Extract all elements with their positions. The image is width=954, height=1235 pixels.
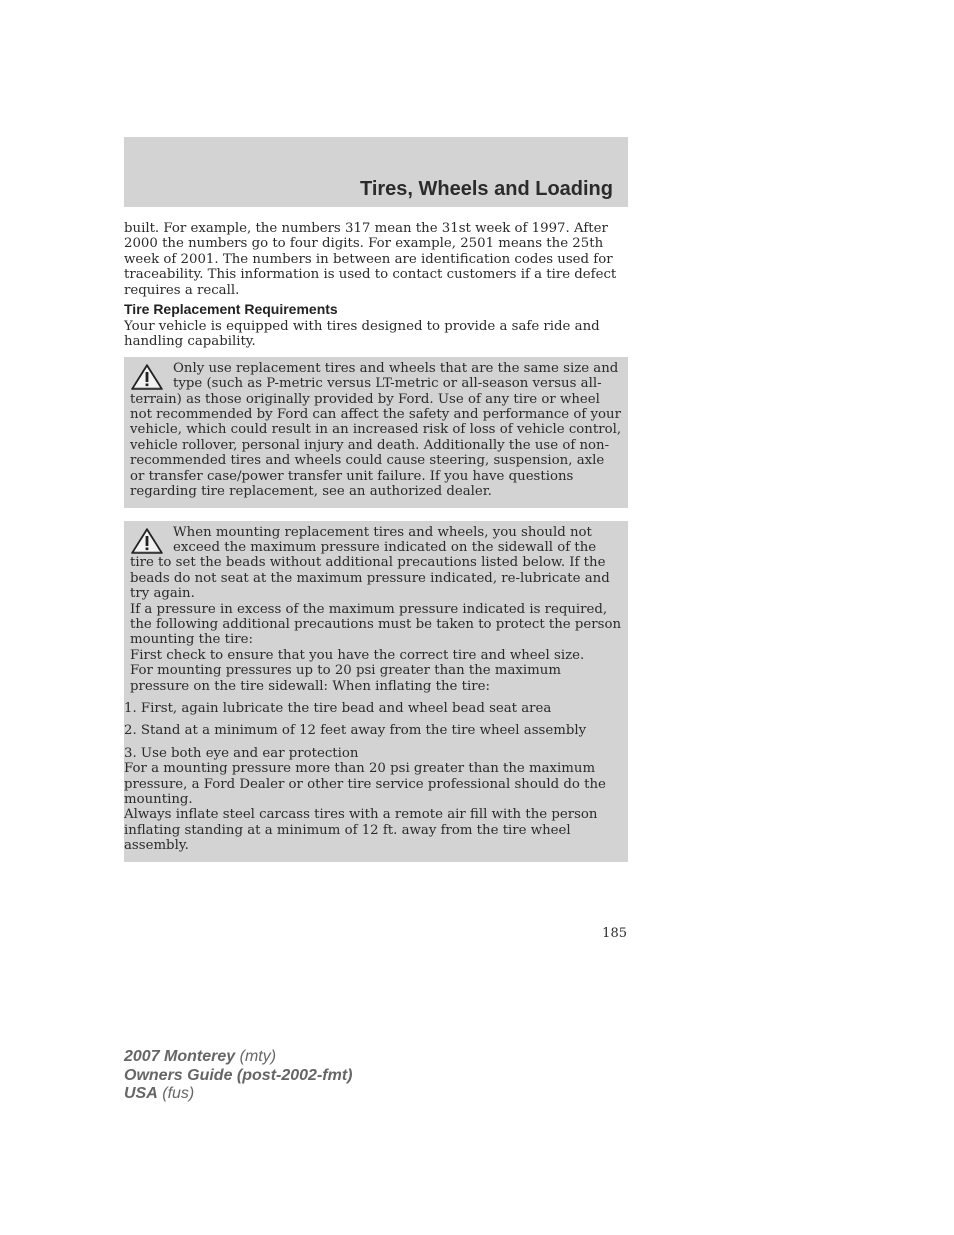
- warning-2-paragraph: If a pressure in excess of the maximum pressure indicated is required, the following additional precautions must be taken to protect the person mounting the tire:: [130, 601, 622, 648]
- warning-2-after-paragraph: Always inflate steel carcass tires with a remote air fill with the person inflating standing at a minimum of 12 ft. away from the tire wheel assembly.: [124, 807, 598, 854]
- warning-1-text: Only use replacement tires and wheels that are the same size and type (such as P-metric versus LT-metric or all-season versus all-terrain) as those originally provided by Ford. Use of any tire or wheel not recommended by Ford can affect the safety and performance of your vehicle, which could result in an increased risk of loss of vehicle control, vehicle rollover, personal injury and death. Additionally the use of non-recommended tires and wheels could cause steering, suspension, axle or transfer case/power transfer unit failure. If you have questions regarding tire replacement, see an authorized dealer.: [130, 360, 622, 500]
- warning-box-1: [124, 357, 628, 508]
- warning-2-after-paragraph: For a mounting pressure more than 20 psi greater than the maximum pressure, a Ford Dealer or other tire service professional should do the mounting.: [124, 761, 606, 807]
- list-item: 3. Use both eye and ear protection: [124, 745, 359, 761]
- section-heading: Tire Replacement Requirements: [124, 301, 338, 318]
- page-number: 185: [602, 926, 627, 941]
- warning-triangle-icon: [130, 527, 164, 555]
- section-body: Your vehicle is equipped with tires designed to provide a safe ride and handling capability.: [124, 319, 600, 350]
- document-footer: [124, 1048, 352, 1104]
- intro-paragraph: built. For example, the numbers 317 mean the 31st week of 1997. After 2000 the numbers go to four digits. For example, 2501 means the 25th week of 2001. The numbers in between are identification codes used for traceability. This information is used to contact customers if a tire defect requires a recall.: [124, 221, 617, 298]
- list-item: 1. First, again lubricate the tire bead and wheel bead seat area: [124, 700, 552, 716]
- list-item: 2. Stand at a minimum of 12 feet away from the tire wheel assembly: [124, 723, 587, 739]
- warning-triangle-icon: [130, 363, 164, 391]
- warning-2-paragraph: First check to ensure that you have the correct tire and wheel size.: [130, 647, 585, 663]
- footer-market-code: (fus): [162, 1085, 195, 1102]
- warning-box-2: [124, 521, 628, 862]
- chapter-title: Tires, Wheels and Loading: [359, 178, 613, 200]
- footer-model-code: (mty): [239, 1048, 277, 1065]
- chapter-header-band: [124, 137, 628, 207]
- footer-market: USA: [124, 1085, 158, 1102]
- warning-2-paragraph: When mounting replacement tires and wheels, you should not exceed the maximum pressure indicated on the sidewall of the tire to set the beads without additional precautions listed below. If the beads do not seat at the maximum pressure indicated, re-lubricate and try again.: [130, 524, 610, 602]
- page-content: [124, 221, 628, 862]
- warning-2-paragraph: For mounting pressures up to 20 psi greater than the maximum pressure on the tire sidewall: When inflating the tire:: [130, 663, 561, 694]
- footer-guide: Owners Guide (post-2002-fmt): [124, 1066, 353, 1084]
- footer-model: 2007 Monterey: [124, 1048, 236, 1065]
